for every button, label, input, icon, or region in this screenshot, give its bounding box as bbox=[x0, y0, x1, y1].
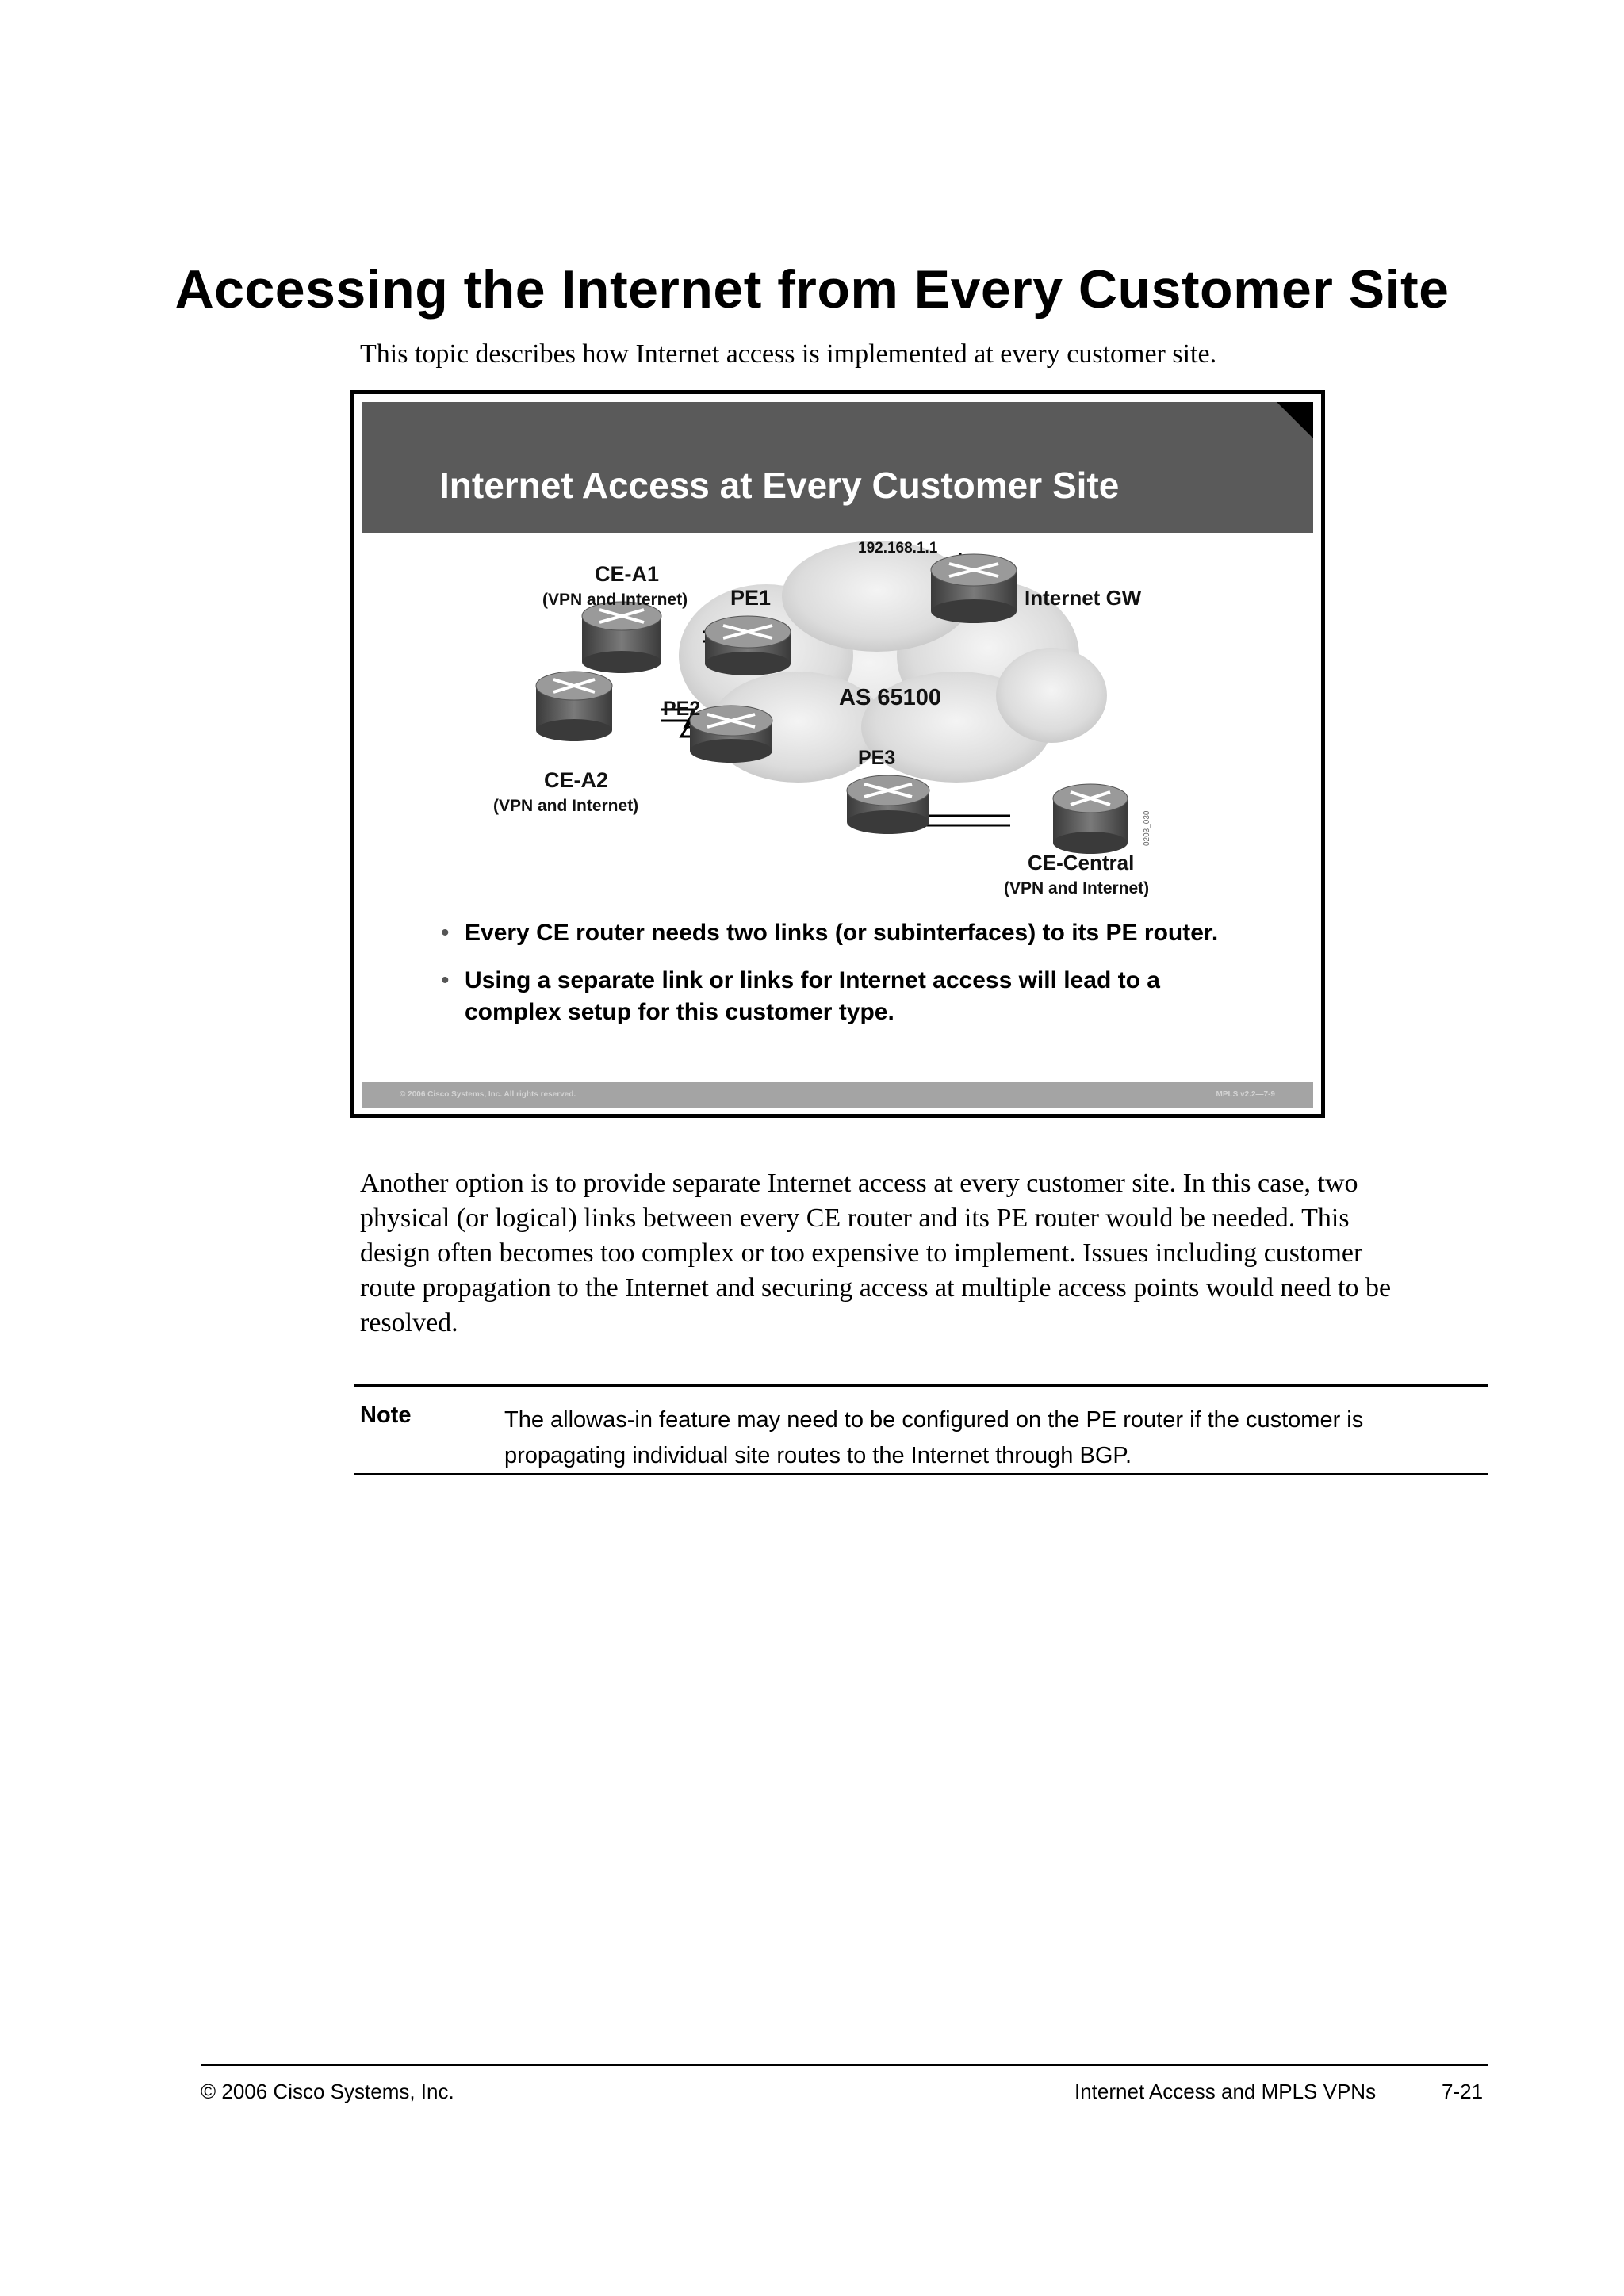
page-title: Accessing the Internet from Every Customer Site bbox=[174, 259, 1450, 320]
slide-title: Internet Access at Every Customer Site bbox=[439, 465, 1120, 506]
router-icon-ce-a1 bbox=[582, 602, 661, 673]
bullet-text: Using a separate link or links for Internet access will lead to a complex setup for this customer type. bbox=[465, 967, 1160, 1025]
paragraph-line: physical (or logical) links between every CE router and its PE router would be needed. This bbox=[360, 1203, 1350, 1233]
router-icon-internet-gw bbox=[931, 554, 1017, 623]
body-paragraph bbox=[360, 1166, 1502, 1341]
pe3-label: PE3 bbox=[858, 747, 896, 769]
note-label: Note bbox=[360, 1402, 412, 1428]
note-bottom-rule bbox=[354, 1473, 1488, 1475]
paragraph-line: design often becomes too complex or too expensive to implement. Issues including customer bbox=[360, 1238, 1363, 1268]
gateway-ip: 192.168.1.1 bbox=[858, 540, 938, 557]
slide-bullet-list bbox=[441, 917, 1258, 1044]
footer-rule bbox=[201, 2064, 1488, 2066]
note-text: The allowas-in feature may need to be configured on the PE router if the customer is propagating individual site routes to the Internet through BGP. bbox=[504, 1407, 1364, 1468]
paragraph-line: Another option is to provide separate Internet access at every customer site. In this case, two bbox=[360, 1169, 1358, 1198]
pe2-label: PE2 bbox=[663, 698, 701, 720]
slide-bullet bbox=[441, 965, 1258, 1028]
ce-a1-role: (VPN and Internet) bbox=[542, 591, 688, 609]
pe1-label: PE1 bbox=[730, 586, 772, 610]
figure-code: 0203_030 bbox=[1143, 810, 1151, 846]
footer-chapter-title: Internet Access and MPLS VPNs bbox=[1074, 2080, 1377, 2103]
router-icon-pe1 bbox=[705, 616, 791, 675]
slide-footer-bar bbox=[362, 1082, 1313, 1108]
ce-a2-label: CE-A2 bbox=[544, 768, 609, 792]
slide-copyright: © 2006 Cisco Systems, Inc. All rights reserved. bbox=[400, 1090, 576, 1099]
bullet-marker: • bbox=[441, 920, 450, 946]
router-icon-pe3 bbox=[847, 775, 929, 834]
note-top-rule bbox=[354, 1384, 1488, 1387]
footer-copyright: © 2006 Cisco Systems, Inc. bbox=[201, 2080, 454, 2103]
ce-central-role: (VPN and Internet) bbox=[1004, 879, 1150, 897]
slide-code: MPLS v2.2—7-9 bbox=[1216, 1090, 1275, 1099]
router-icon-ce-a2 bbox=[536, 672, 612, 741]
router-icon-ce-central bbox=[1053, 784, 1128, 854]
ce-a2-role: (VPN and Internet) bbox=[493, 797, 639, 815]
paragraph-line: resolved. bbox=[360, 1308, 458, 1337]
intro-text: This topic describes how Internet access is implemented at every customer site. bbox=[360, 339, 1217, 369]
paragraph-line: route propagation to the Internet and securing access at multiple access points would need to be bbox=[360, 1273, 1392, 1303]
cloud-label: AS 65100 bbox=[839, 685, 941, 710]
slide-bullet bbox=[441, 917, 1258, 949]
footer-page-number: 7-21 bbox=[1442, 2080, 1484, 2103]
ce-central-label: CE-Central bbox=[1028, 851, 1135, 874]
bullet-marker: • bbox=[441, 967, 450, 993]
router-icon-pe2 bbox=[690, 706, 772, 763]
ce-a1-label: CE-A1 bbox=[595, 562, 660, 586]
slide-figure bbox=[350, 390, 1325, 1118]
gateway-label: Internet GW bbox=[1025, 586, 1142, 610]
bullet-text: Every CE router needs two links (or subinterfaces) to its PE router. bbox=[465, 920, 1219, 946]
